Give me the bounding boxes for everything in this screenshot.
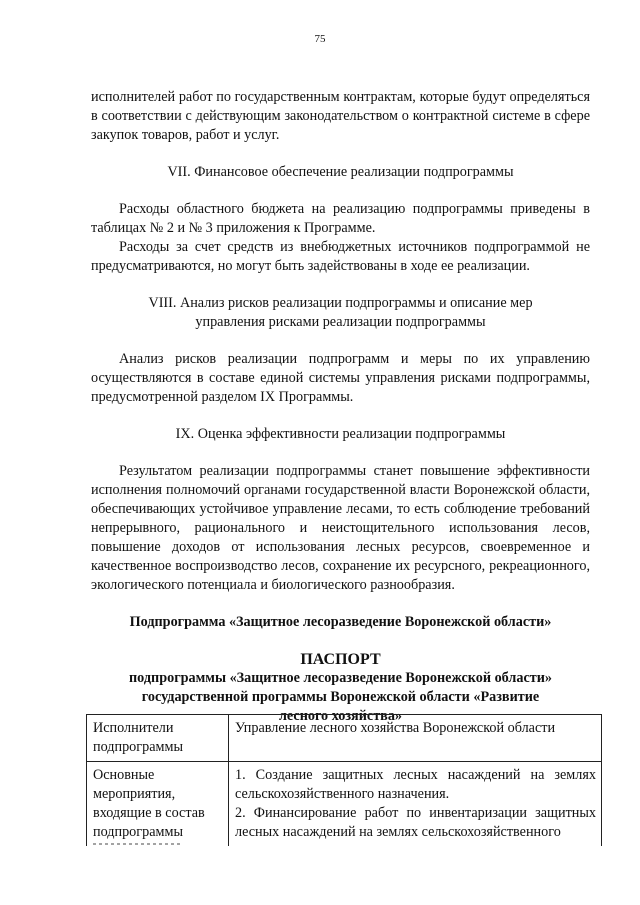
- section-8-paragraph-1: Анализ рисков реализации подпрограмм и меры по их управлению осуществляются в составе единой системы управления рисками подпрограммы, предусмотренной разделом IX Программы.: [91, 351, 590, 405]
- document-body: [91, 88, 590, 726]
- main-activities-value: [229, 762, 602, 847]
- passport-subtitle-line-3: лесного хозяйства»: [278, 708, 403, 724]
- executors-value: Управление лесного хозяйства Воронежской области: [229, 715, 602, 762]
- table-row: [87, 762, 602, 847]
- section-7-heading: VII. Финансовое обеспечение реализации подпрограммы: [167, 164, 514, 180]
- executors-label: Исполнители подпрограммы: [87, 715, 229, 762]
- main-activities-label: Основные мероприятия, входящие в состав подпрограммы: [87, 762, 229, 847]
- passport-title: ПАСПОРТ: [300, 651, 381, 668]
- section-8-heading-line-2: управления рисками реализации подпрограммы: [195, 314, 486, 330]
- section-7-paragraph-1: Расходы областного бюджета на реализацию подпрограммы приведены в таблицах № 2 и № 3 приложения к Программе.: [91, 201, 590, 236]
- page-number: 75: [314, 33, 326, 45]
- scan-artifact: [93, 843, 183, 845]
- section-9-paragraph-1: Результатом реализации подпрограммы станет повышение эффективности исполнения полномочий органами государственной власти Воронежской области, обеспечивающих устойчивое управление лесами, то есть соблюдение требований непрерывного, рационального и неистощительного использования лесов, повышение доходов от использования лесных ресурсов, своевременное и качественное воспроизводство лесов, сохранение их ресурсного, рекреационного, экологического потенциала и биологического разнообразия.: [91, 463, 590, 593]
- subprogram-title: Подпрограмма «Защитное лесоразведение Воронежской области»: [129, 614, 552, 630]
- activity-item-2: 2. Финансирование работ по инвентаризации защитных лесных насаждений на землях сельскохозяйственного: [235, 805, 596, 840]
- passport-table: [86, 714, 602, 846]
- section-9-heading: IX. Оценка эффективности реализации подпрограммы: [175, 426, 506, 442]
- table-row: [87, 715, 602, 762]
- intro-paragraph: исполнителей работ по государственным контрактам, которые будут определяться в соответствии с действующим законодательством о контрактной системе в сфере закупок товаров, работ и услуг.: [91, 89, 590, 143]
- section-7-paragraph-2: Расходы за счет средств из внебюджетных источников подпрограммой не предусматриваются, но могут быть задействованы в ходе ее реализации.: [91, 239, 590, 274]
- activity-item-1: 1. Создание защитных лесных насаждений на землях сельскохозяйственного назначения.: [235, 767, 596, 802]
- passport-subtitle-line-1: подпрограммы «Защитное лесоразведение Воронежской области»: [129, 670, 552, 686]
- passport-subtitle-line-2: государственной программы Воронежской области «Развитие: [141, 689, 540, 705]
- section-8-heading-line-1: VIII. Анализ рисков реализации подпрограммы и описание мер: [148, 295, 533, 311]
